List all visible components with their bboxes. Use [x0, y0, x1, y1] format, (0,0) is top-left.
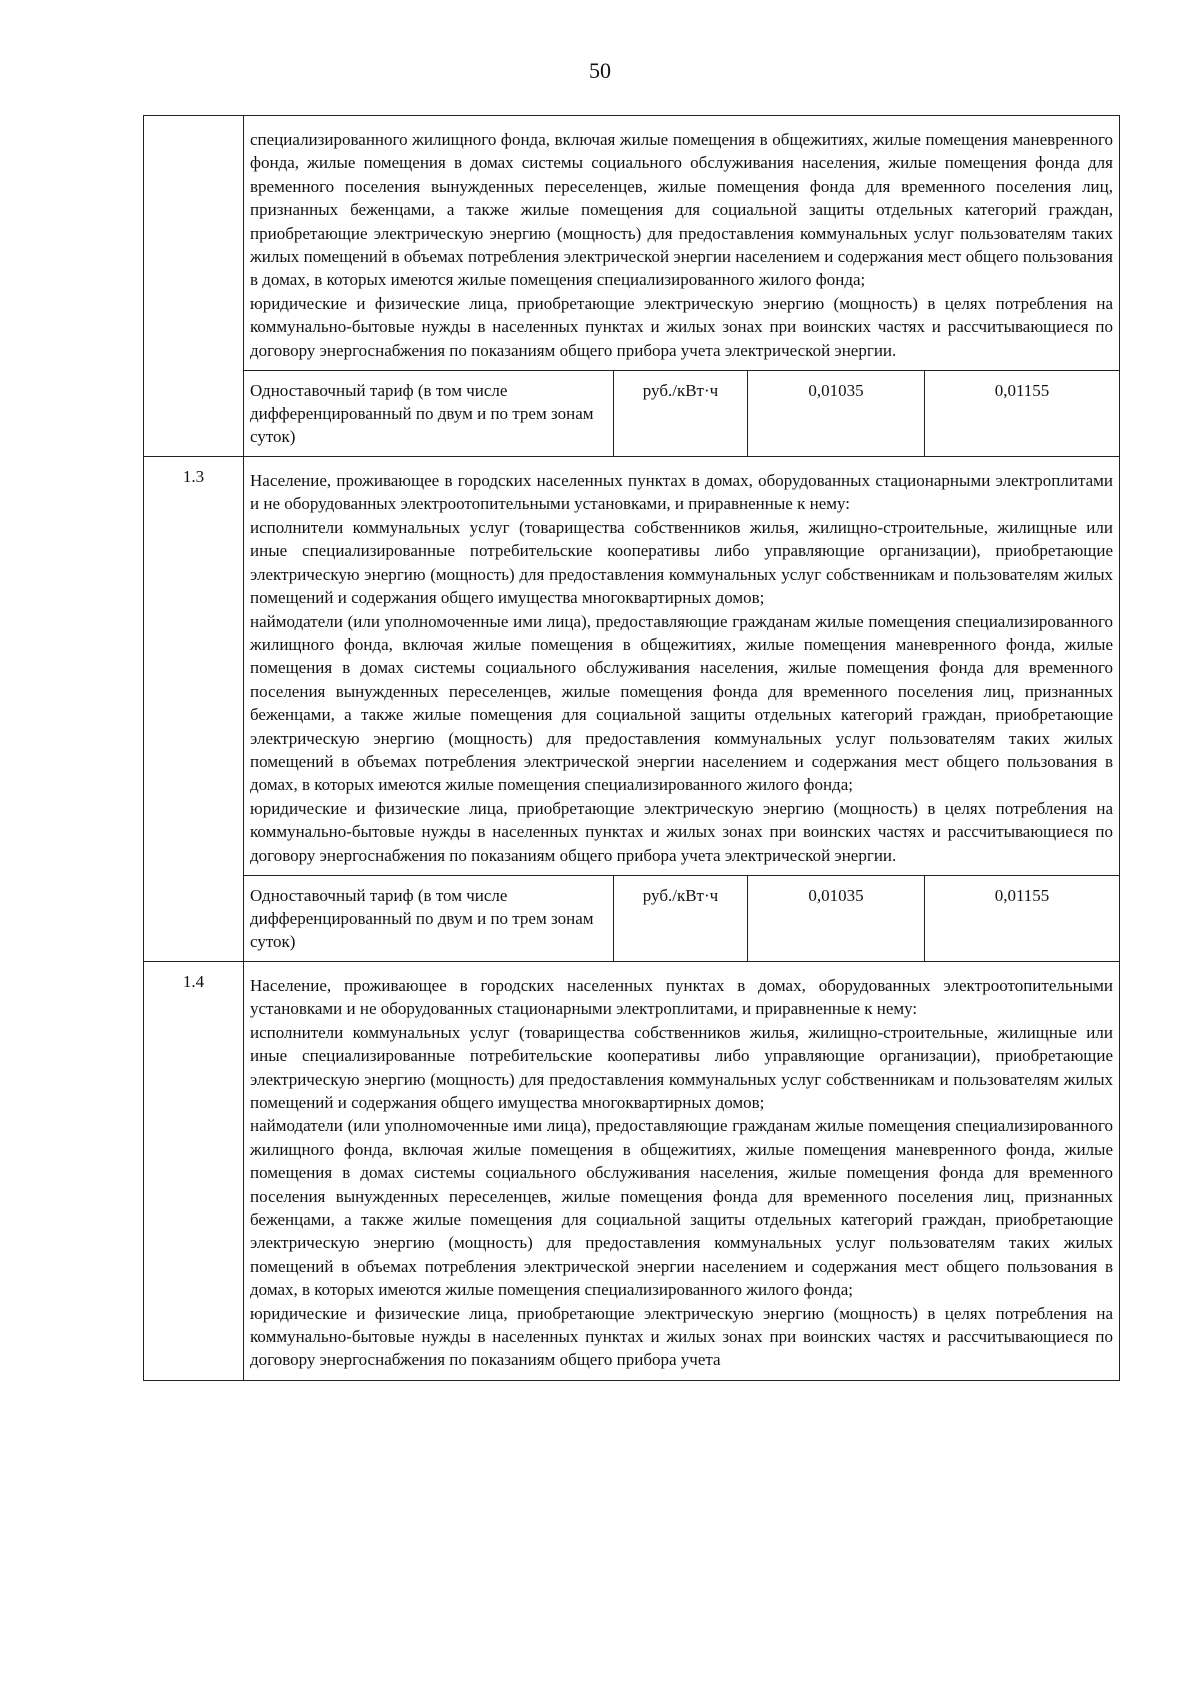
paragraph: исполнители коммунальных услуг (товарищества собственников жилья, жилищно-строительные, жилищные или иные специализированные потребительские кооперативы либо управляющие организации), приобретающие электрическую энергию (мощность) для предоставления коммунальных услуг собственникам и пользователям жилых помещений и содержания общего имущества многоквартирных домов; — [250, 1022, 1113, 1112]
paragraph: Население, проживающее в городских населенных пунктах в домах, оборудованных стационарными электроплитами и не оборудованных электроотопительными установками, и приравненные к нему: — [250, 471, 1113, 514]
rate-unit: руб./кВт·ч — [614, 876, 748, 961]
tariff-table — [143, 115, 1120, 1381]
paragraph: юридические и физические лица, приобретающие электрическую энергию (мощность) в целях потребления на коммунально-бытовые нужды в населенных пунктах и жилых зонах при воинских частях и рассчитывающиеся по договору энергоснабжения по показаниям общего прибора учета электрической энергии. — [250, 293, 1113, 360]
paragraph: Население, проживающее в городских населенных пунктах в домах, оборудованных электроотопительными установками и не оборудованных стационарными электроплитами, и приравненные к нему: — [250, 975, 1113, 1019]
paragraph: исполнители коммунальных услуг (товарищества собственников жилья, жилищно-строительные, жилищные или иные специализированные потребительские кооперативы либо управляющие организации), приобретающие электрическую энергию (мощность) для предоставления коммунальных услуг собственникам и пользователям жилых помещений и содержания общего имущества многоквартирных домов; — [250, 517, 1113, 608]
rate-row — [144, 371, 1120, 457]
section-number: 1.4 — [144, 961, 244, 1380]
paragraph: юридические и физические лица, приобретающие электрическую энергию (мощность) в целях потребления на коммунально-бытовые нужды в населенных пунктах и жилых зонах при воинских частях и рассчитывающиеся по договору энергоснабжения по показаниям общего прибора учета электрической энергии. — [250, 798, 1113, 865]
section-description — [244, 116, 1120, 371]
rate-value-second-half: 0,01155 — [925, 371, 1120, 456]
section-row — [144, 116, 1120, 371]
section-row — [144, 457, 1120, 876]
page-number: 50 — [589, 58, 611, 83]
paragraph: специализированного жилищного фонда, включая жилые помещения в общежитиях, жилые помещения маневренного фонда, жилые помещения в домах системы социального обслуживания населения, жилые помещения фонда для временного поселения вынужденных переселенцев, жилые помещения фонда для временного поселения лиц, признанных беженцами, а также жилые помещения для социальной защиты отдельных категорий граждан, приобретающие электрическую энергию (мощность) для предоставления коммунальных услуг пользователям таких жилых помещений в объемах потребления электрической энергии населением и содержания мест общего пользования в домах, в которых имеются жилые помещения специализированного жилого фонда; — [250, 130, 1113, 290]
rate-name: Одноставочный тариф (в том числе дифференцированный по двум и по трем зонам суток) — [244, 876, 614, 961]
rate-value-second-half: 0,01155 — [925, 876, 1120, 961]
rate-row — [144, 875, 1120, 961]
rate-value-first-half: 0,01035 — [748, 371, 925, 456]
paragraph: наймодатели (или уполномоченные ими лица), предоставляющие гражданам жилые помещения специализированного жилищного фонда, включая жилые помещения в общежитиях, жилые помещения маневренного фонда, жилые помещения в домах системы социального обслуживания населения, жилые помещения фонда для временного поселения вынужденных переселенцев, жилые помещения фонда для временного поселения лиц, признанных беженцами, а также жилые помещения для социальной защиты отдельных категорий граждан, приобретающие электрическую энергию (мощность) для предоставления коммунальных услуг пользователям таких жилых помещений в объемах потребления электрической энергии населением и содержания мест общего пользования в домах, в которых имеются жилые помещения специализированного жилого фонда; — [250, 1116, 1113, 1300]
rate-value-first-half: 0,01035 — [748, 876, 925, 961]
section-number: 1.3 — [144, 457, 244, 962]
rate-unit: руб./кВт·ч — [614, 371, 748, 456]
section-description — [244, 457, 1120, 876]
paragraph: юридические и физические лица, приобретающие электрическую энергию (мощность) в целях потребления на коммунально-бытовые нужды в населенных пунктах и жилых зонах при воинских частях и рассчитывающиеся по договору энергоснабжения по показаниям общего прибора учета — [250, 1303, 1113, 1370]
section-number — [144, 116, 244, 457]
rate-name: Одноставочный тариф (в том числе дифференцированный по двум и по трем зонам суток) — [244, 371, 614, 456]
paragraph: наймодатели (или уполномоченные ими лица), предоставляющие гражданам жилые помещения специализированного жилищного фонда, включая жилые помещения в общежитиях, жилые помещения маневренного фонда, жилые помещения в домах системы социального обслуживания населения, жилые помещения фонда для временного поселения вынужденных переселенцев, жилые помещения фонда для временного поселения лиц, признанных беженцами, а также жилые помещения для социальной защиты отдельных категорий граждан, приобретающие электрическую энергию (мощность) для предоставления коммунальных услуг пользователям таких жилых помещений в объемах потребления электрической энергии населением и содержания мест общего пользования в домах, в которых имеются жилые помещения специализированного жилого фонда; — [250, 611, 1113, 795]
section-row — [144, 961, 1120, 1380]
section-description — [244, 961, 1120, 1380]
